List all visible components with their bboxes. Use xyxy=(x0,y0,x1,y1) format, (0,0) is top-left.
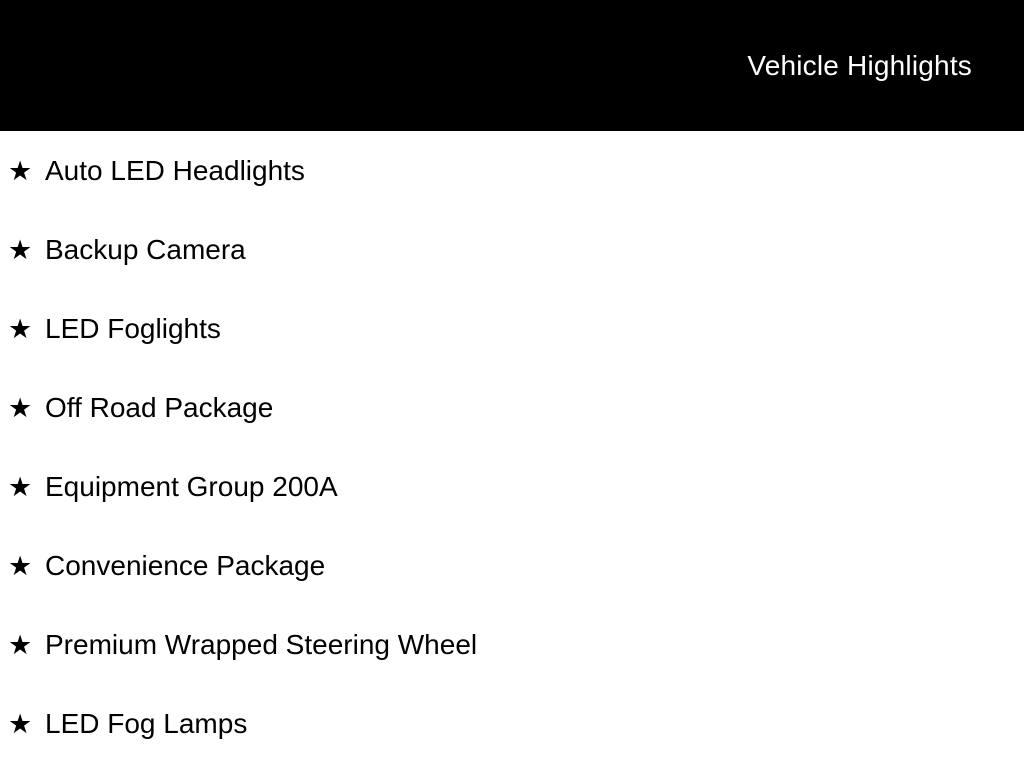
star-icon: ★ xyxy=(8,709,33,739)
highlight-label: LED Foglights xyxy=(45,313,221,344)
star-icon: ★ xyxy=(8,393,33,423)
highlights-list xyxy=(0,131,1024,740)
list-item xyxy=(8,313,1024,345)
highlight-label: Premium Wrapped Steering Wheel xyxy=(45,629,478,660)
header-bar xyxy=(0,0,1024,131)
highlight-label: Backup Camera xyxy=(45,234,246,265)
star-icon: ★ xyxy=(8,630,33,660)
list-item xyxy=(8,550,1024,582)
star-icon: ★ xyxy=(8,156,33,186)
page-title: Vehicle Highlights xyxy=(747,49,972,81)
highlight-label: Equipment Group 200A xyxy=(45,471,338,502)
star-icon: ★ xyxy=(8,314,33,344)
highlights-section xyxy=(0,131,1024,740)
star-icon: ★ xyxy=(8,472,33,502)
highlight-label: LED Fog Lamps xyxy=(45,708,248,739)
highlight-label: Off Road Package xyxy=(45,392,274,423)
list-item xyxy=(8,629,1024,661)
list-item xyxy=(8,471,1024,503)
list-item xyxy=(8,155,1024,187)
star-icon: ★ xyxy=(8,551,33,581)
star-icon: ★ xyxy=(8,235,33,265)
highlight-label: Convenience Package xyxy=(45,550,326,581)
highlight-label: Auto LED Headlights xyxy=(45,155,305,186)
list-item xyxy=(8,392,1024,424)
list-item xyxy=(8,708,1024,740)
list-item xyxy=(8,234,1024,266)
